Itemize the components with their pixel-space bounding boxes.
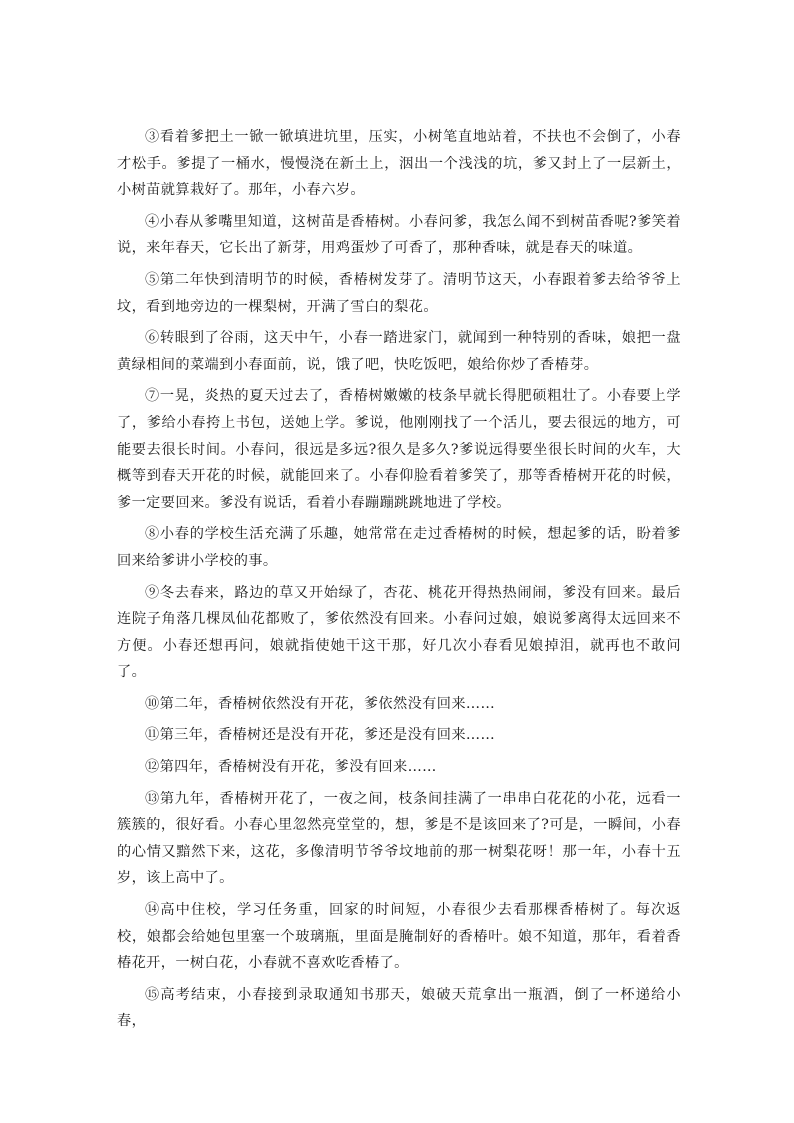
paragraph-5: ⑤第二年快到清明节的时候，香椿树发芽了。清明节这天，小春跟着爹去给爷爷上坟，看到地旁边的一棵梨树，开满了雪白的梨花。 [117,271,681,315]
document-page [117,124,681,1040]
paragraph-6: ⑥转眼到了谷雨，这天中午，小春一踏进家门，就闻到一种特别的香味，娘把一盘黄绿相间的菜端到小春面前，说，饿了吧，快吃饭吧，娘给你炒了香椿芽。 [117,330,681,373]
paragraph-4: ④小春从爹嘴里知道，这树苗是香椿树。小春问爹，我怎么闻不到树苗香呢?爹笑着说，来年春天，它长出了新芽，用鸡蛋炒了可香了，那种香味，就是春天的味道。 [117,213,681,257]
paragraph-13: ⑬第九年，香椿树开花了，一夜之间，枝条间挂满了一串串白花花的小花，远看一簇簇的，很好看。小春心里忽然亮堂堂的，想，爹是不是该回来了?可是，一瞬间，小春的心情又黯然下来，这花，多像清明节爷爷坟地前的那一树梨花呀！那一年，小春十五岁，该上高中了。 [117,790,681,887]
paragraph-14: ⑭高中住校，学习任务重，回家的时间短，小春很少去看那棵香椿树了。每次返校，娘都会给她包里塞一个玻璃瓶，里面是腌制好的香椿叶。娘不知道，那年，看着香椿花开，一树白花，小春就不喜欢吃香椿了。 [117,902,681,972]
paragraph-12: ⑫第四年，香椿树没有开花，爹没有回来…… [145,759,437,776]
paragraph-10: ⑩第二年，香椿树依然没有开花，爹依然没有回来…… [145,695,496,712]
paragraph-8: ⑧小春的学校生活充满了乐趣，她常常在走过香椿树的时候，想起爹的话，盼着爹回来给爹讲小学校的事。 [117,526,681,569]
paragraph-7: ⑦一晃，炎热的夏天过去了，香椿树嫩嫩的枝条早就长得肥硕粗壮了。小春要上学了，爹给小春挎上书包，送她上学。爹说，他刚刚找了一个活儿，要去很远的地方，可能要去很长时间。小春问，很远是多远?很久是多久?爹说远得要坐很长时间的火车，大概等到春天开花的时候，就能回来了。小春仰脸看着爹笑了，那等香椿树开花的时候，爹一定要回来。爹没有说话，看着小春蹦蹦跳跳地进了学校。 [117,388,681,511]
paragraph-3: ③看着爹把土一锨一锨填进坑里，压实，小树笔直地站着，不扶也不会倒了，小春才松手。爹提了一桶水，慢慢浇在新土上，洇出一个浅浅的坑，爹又封上了一层新土，小树苗就算栽好了。那年，小春六岁。 [117,129,681,199]
paragraph-9: ⑨冬去春来，路边的草又开始绿了，杏花、桃花开得热热闹闹，爹没有回来。最后连院子角落几棵凤仙花都败了，爹依然没有回来。小春问过娘，娘说爹离得太远回来不方便。小春还想再问，娘就指使她干这干那，好几次小春看见娘掉泪，就再也不敢问了。 [117,584,681,681]
paragraph-15: ⑮高考结束，小春接到录取通知书那天，娘破天荒拿出一瓶酒，倒了一杯递给小春， [117,986,681,1030]
paragraph-11: ⑪第三年，香椿树还是没有开花，爹还是没有回来…… [145,727,496,744]
